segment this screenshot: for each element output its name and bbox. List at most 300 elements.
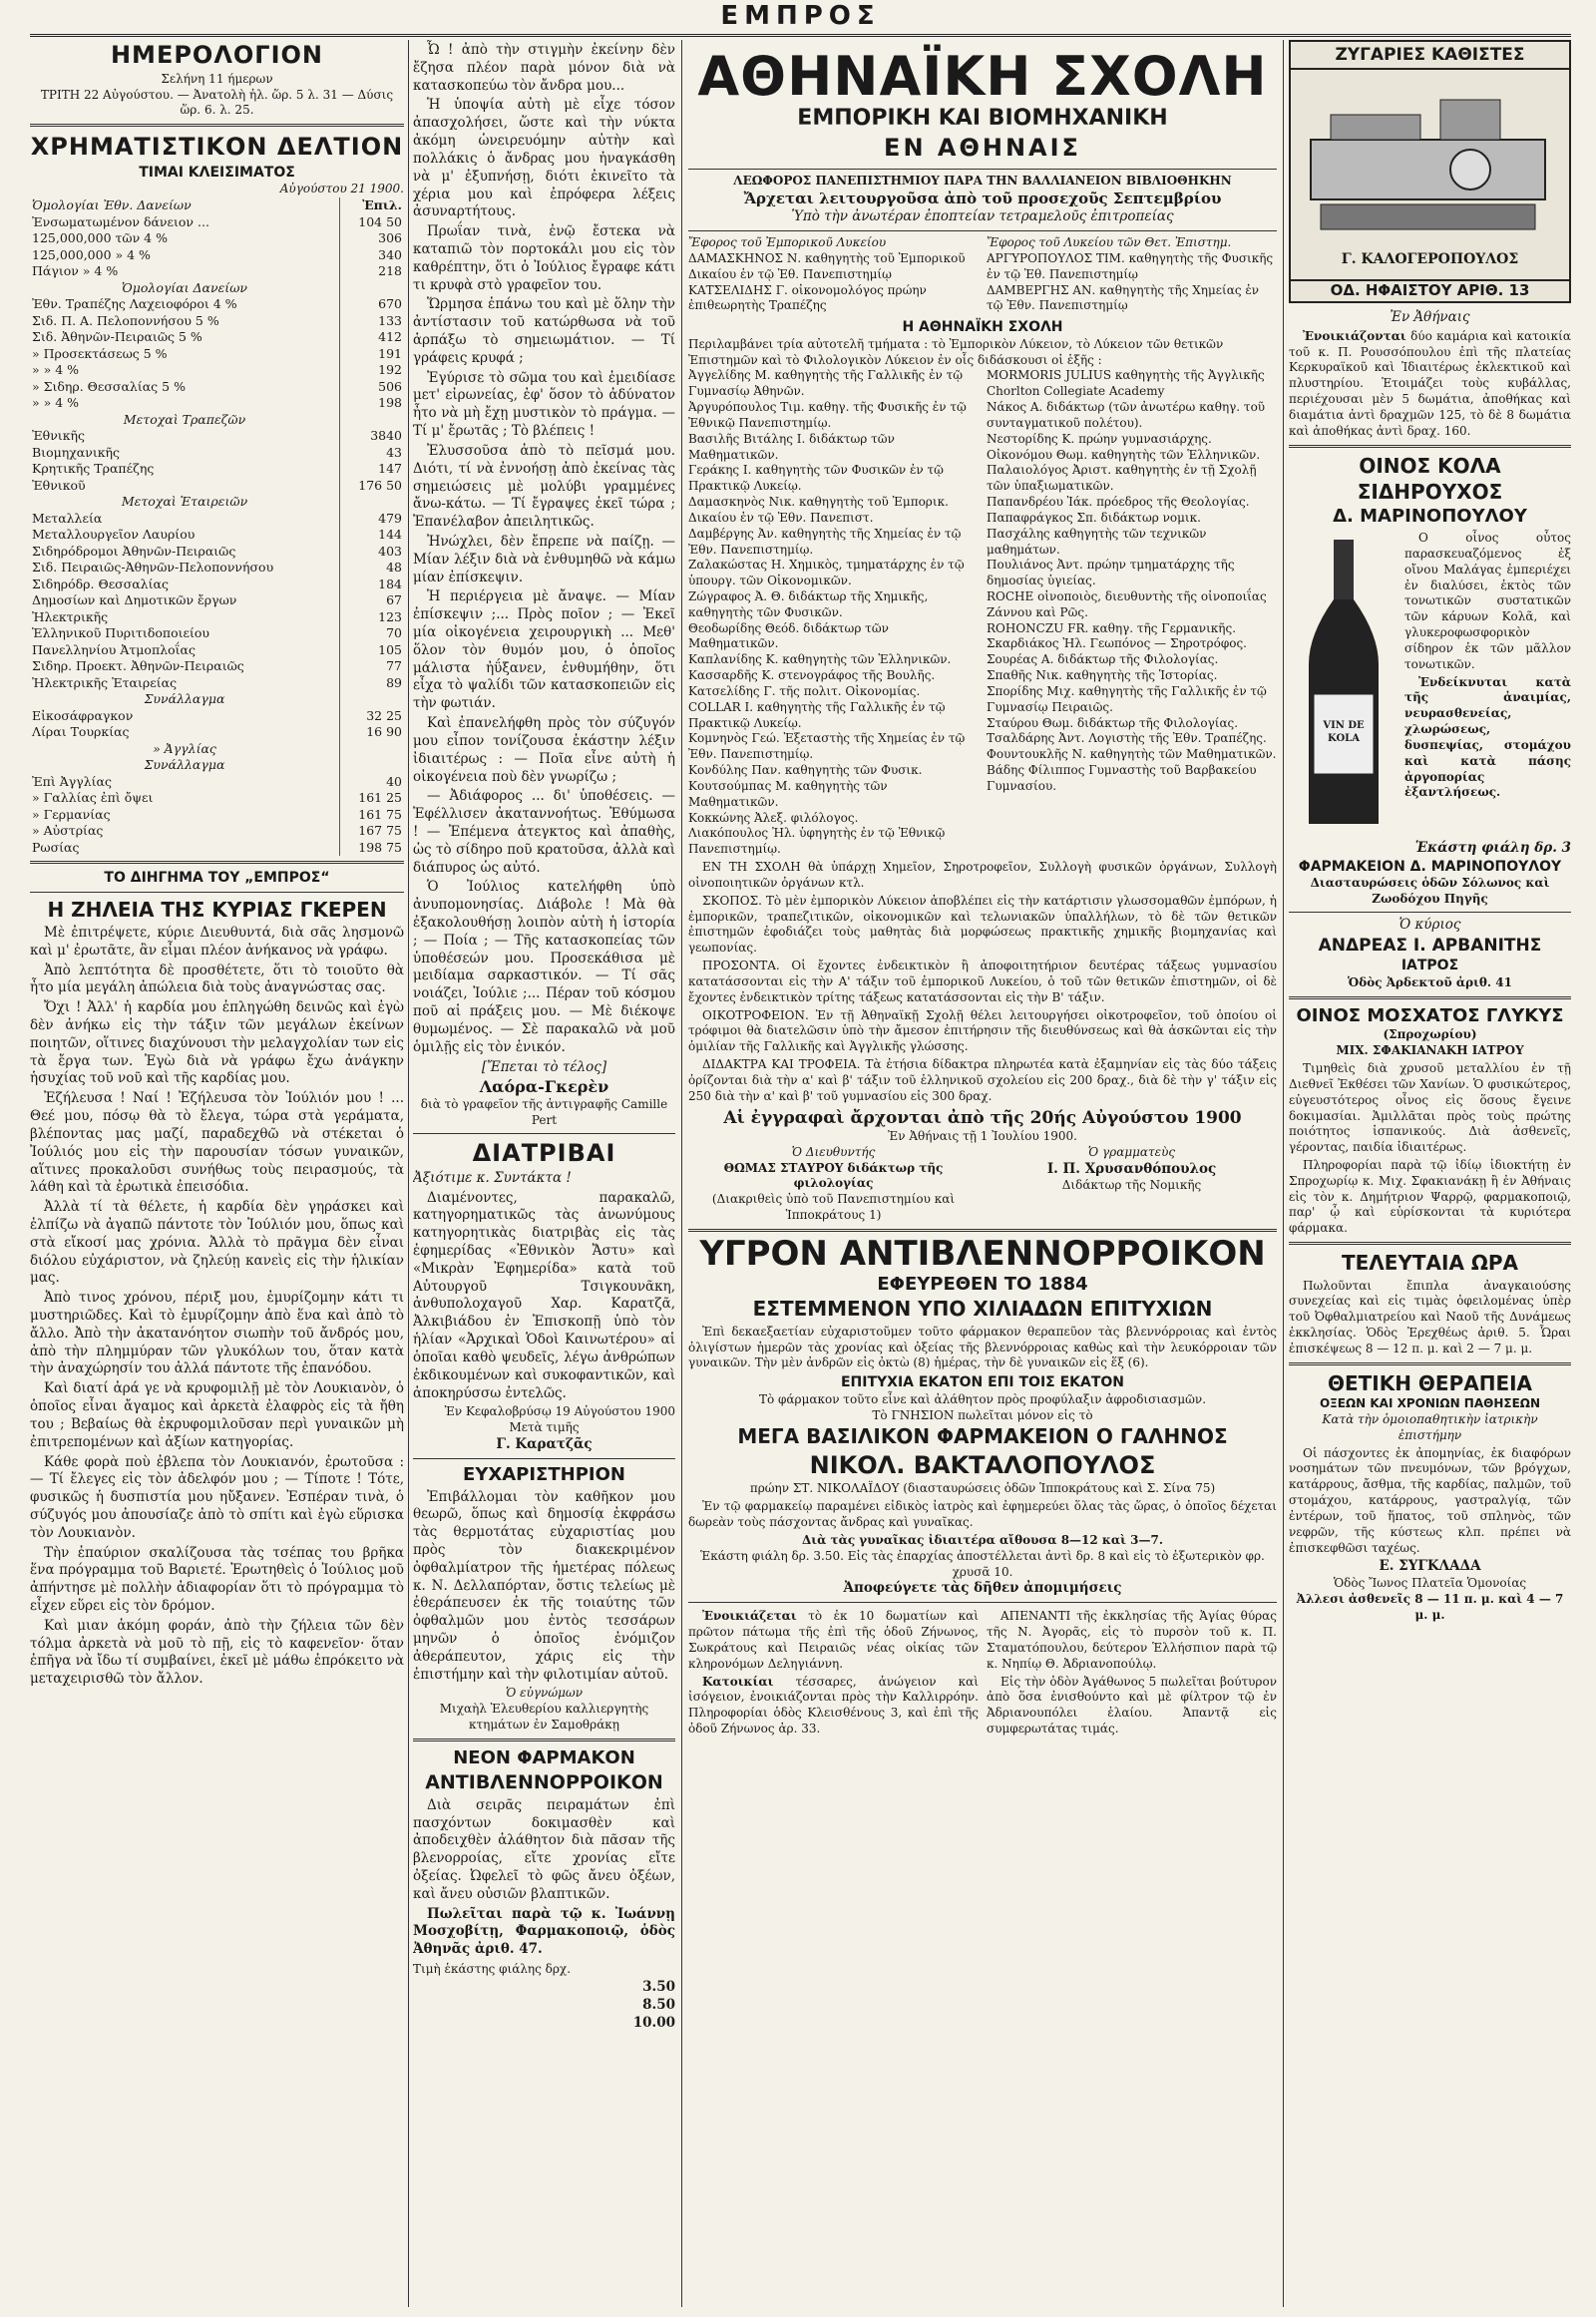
price-row-value: 70 (340, 625, 405, 642)
price-row-label: 125,000,000 » 4 % (32, 246, 151, 262)
ephors-right (987, 235, 1277, 314)
divider (688, 230, 1277, 231)
price-row-value: 198 75 (340, 840, 405, 857)
price-row (30, 625, 404, 642)
price-row-value: 340 (340, 247, 405, 264)
price-row-label: » Προσεκτάσεως 5 % (32, 345, 168, 361)
muscat-title: ΟΙΝΟΣ ΜΟΣΧΑΤΟΣ ΓΛΥΚΥΣ (1296, 1004, 1564, 1026)
price-row-value: 506 (340, 379, 405, 396)
ephor-line: ΔΑΜΑΣΚΗΝΟΣ Ν. καθηγητὴς τοῦ Ἐμπορικοῦ Δικαίου ἐν τῷ Ἐθ. Πανεπιστημίῳ (688, 250, 966, 281)
price-table (30, 197, 404, 856)
school-address: ΛΕΩΦΟΡΟΣ ΠΑΝΕΠΙΣΤΗΜΙΟΥ ΠΑΡΑ ΤΗΝ ΒΑΛΛΙΑΝΕΙΟΝ ΒΙΒΛΙΟΘΗΚΗΝ (733, 173, 1232, 188)
price-row-value: 184 (340, 577, 405, 593)
price-row-label: Σιδ. Ἀθηνῶν-Πειραιῶς 5 % (32, 329, 202, 345)
scale-maker: Γ. ΚΑΛΟΓΕΡΟΠΟΥΛΟΣ (1341, 251, 1519, 268)
price-row-value: 48 (340, 560, 405, 577)
price-row-label: Σιδ. Πειραιῶς-Ἀθηνῶν-Πελοποννήσου (32, 560, 274, 576)
price-row (30, 741, 404, 758)
price-row (30, 609, 404, 626)
thanks-signature: Μιχαὴλ Ἐλευθερίου καλλιεργητὴς κτημάτων ἐν Σαμοθράκῃ (439, 1702, 649, 1733)
price-row-label: » » 4 % (32, 362, 80, 378)
price-row-label: Σιδ. Π. Α. Πελοποννήσου 5 % (32, 312, 219, 328)
column-3 (688, 40, 1277, 2307)
ad-address: πρώην ΣΤ. ΝΙΚΟΛΑΪΔΟΥ (διασταυρώσεις ὁδῶν Ἱπποκράτους καὶ Σ. Σίνα 75) (749, 1481, 1216, 1496)
kola-text-block (1404, 529, 1571, 840)
price-row-label: Ὁμολογίαι Δανείων (122, 279, 247, 295)
kola-price: Ἑκάστη φιάλη δρ. 3 (1414, 840, 1571, 857)
thanks-title: ΕΥΧΑΡΙΣΤΗΡΙΟΝ (463, 1463, 625, 1485)
ephor-line: ΑΡΓΥΡΟΠΟΥΛΟΣ ΤΙΜ. καθηγητὴς τῆς Φυσικῆς ἐν τῷ Ἐθ. Πανεπιστημίῳ (987, 250, 1274, 281)
teacher-entry: Πασχάλης καθηγητὴς τῶν τεχνικῶν μαθημάτων. (987, 526, 1207, 557)
price-row-label: Συνάλλαγμα (144, 757, 225, 773)
column-2 (413, 40, 675, 2307)
school-start: Ἄρχεται λειτουργοῦσα ἀπὸ τοῦ προσεχοῦς Σεπτεμβρίου (743, 189, 1222, 207)
price-row (30, 230, 404, 247)
ephor-line: Ἔφορος τοῦ Λυκείου τῶν Θετ. Ἐπιστημ. (987, 235, 1232, 250)
teacher-entry: ROHONCZU FR. καθηγ. τῆς Γερμανικῆς. (987, 620, 1237, 635)
teacher-entry: Γεράκης Ι. καθηγητὴς τῶν Φυσικῶν ἐν τῷ Πρακτικῷ Λυκείῳ. (688, 463, 944, 494)
story-kicker: ΤΟ ΔΙΗΓΗΜΑ ΤΟΥ „ΕΜΠΡΟΣ“ (104, 870, 330, 887)
kola-pharmacy: ΦΑΡΜΑΚΕΙΟΝ Δ. ΜΑΡΙΝΟΠΟΥΛΟΥ (1298, 858, 1562, 875)
divider (688, 169, 1277, 170)
ad-pharmacy: ΜΕΓΑ ΒΑΣΙΛΙΚΟΝ ΦΑΡΜΑΚΕΙΟΝ Ο ΓΑΛΗΝΟΣ (737, 1424, 1228, 1449)
teacher-entry: Παπανδρέου Ἰάκ. πρόεδρος τῆς Θεολογίας. (987, 495, 1250, 510)
therapy-text: Οἱ πάσχοντες ἐκ ἀπομηνίας, ἐκ διαφόρων νοσημάτων τῶν πνευμόνων, τῶν βρόγχων, κατάρρους, ἄσθμα, τῆς καρδίας, παλμῶν, τοῦ στομάχου, κατάρρους, γαστραλγίᾳ, τῶν ἐντέρων, τοῦ ἥπατος, τοῦ σπληνὸς, τῶν νεφρῶν, τῆς κύστεως κλπ. πρέπει νὰ ἐπισκεφθῶσι ταχέως. (1289, 1445, 1571, 1555)
diatribai-signature: Γ. Καρατζᾶς (496, 1435, 593, 1452)
price-row (30, 840, 404, 857)
story-paragraph: Καὶ διατί ἀρά γε νὰ κρυφομιλῇ μὲ τὸν Λουκιανὸν, ὁ ὁποῖος εἶναι ἄγαμος καὶ ἀρκετὰ ἐλαφρὸς εἰς τὰ ἤθη του ; Βεβαίως θὰ ἐκρυφομιλοῦσαν περὶ γυναικῶν μὴ ἐπιτρεπομένων καὶ ἀξίων κατηγορίας. (30, 1380, 404, 1450)
price-row-label: Ἠλεκτρικῆς Ἑταιρείας (32, 674, 178, 690)
teacher-entry: Νεστορίδης Κ. πρώην γυμνασιάρχης. (987, 431, 1212, 446)
price-row-value: 218 (340, 263, 405, 280)
classifieds (688, 1607, 1277, 1739)
ad-footer: Ἀποφεύγετε τὰς δῆθεν ἀπομιμήσεις (843, 1580, 1122, 1597)
teachers-left (688, 368, 979, 858)
pharmacy-title: ΝΕΟΝ ΦΑΡΜΑΚΟΝ (453, 1746, 635, 1768)
divider (413, 1738, 675, 1741)
diary-title: ΗΜΕΡΟΛΟΓΙΟΝ (110, 41, 324, 69)
ephor-line: ΚΑΤΣΕΛΙΔΗΣ Γ. οἰκονομολόγος πρώην ἐπιθεωρητὴς Τραπέζης (688, 282, 927, 313)
price-row (30, 724, 404, 741)
price-row (30, 461, 404, 478)
story-paragraph: Ὦ ! ἀπὸ τὴν στιγμὴν ἐκείνην δὲν ἔζησα πλέον παρὰ μόνον διὰ νὰ κατασκοπεύω τὸν ἄνδρα μου... (413, 42, 675, 94)
teacher-entry: Τσαλδάρης Ἀντ. Λογιστὴς τῆς Ἐθν. Τραπέζης. (987, 731, 1267, 746)
ad-title: ΥΓΡΟΝ ΑΝΤΙΒΛΕΝΝΟΡΡΟΙΚΟΝ (699, 1233, 1266, 1274)
divider (688, 1229, 1277, 1232)
price-row-label: Κρητικῆς Τραπέζης (32, 461, 155, 477)
divider (30, 124, 404, 127)
doctor-name: ΑΝΔΡΕΑΣ Ι. ΑΡΒΑΝΙΤΗΣ (1318, 935, 1542, 956)
ad-doctor: Ἐν τῷ φαρμακείῳ παραμένει εἰδικὸς ἰατρὸς καὶ ἐφημερεύει ὅλας τὰς ὥρας, ὁ ὁποῖος δέχεται δωρεὰν τοὺς πάσχοντας ἄνδρας καὶ γυναῖκας. (688, 1499, 1277, 1530)
school-intro: Περιλαμβάνει τρία αὐτοτελῆ τμήματα : τὸ Ἐμπορικὸν Λύκειον, τὸ Λύκειον τῶν θετικῶν Ἐπιστημῶν καὶ τὸ Φιλολογικὸν Λύκειον ἐν οἷς διδάσκουσι οἱ ἑξῆς : (688, 336, 1224, 367)
teacher-entry: Κουτσούμπας Μ. καθηγητὴς τῶν Μαθηματικῶν. (688, 778, 888, 809)
price-row-value: 161 75 (340, 807, 405, 824)
price-row-value: 32 25 (340, 708, 405, 725)
secretary-label: Ὁ γραμματεὺς (1087, 1144, 1176, 1159)
diatribai-salute: Ἀξιότιμε κ. Συντάκτα ! (413, 1169, 572, 1186)
price-row (30, 412, 404, 429)
director-note: (Διακριθεὶς ὑπὸ τοῦ Πανεπιστημίου καὶ Ἱπποκράτους 1) (711, 1192, 956, 1223)
pharmacy-price-label: Τιμὴ ἑκάστης φιάλης δρχ. (413, 1962, 572, 1977)
muscat-maker: ΜΙΧ. ΣΦΑΚΙΑΝΑΚΗ ΙΑΤΡΟΥ (1336, 1043, 1524, 1058)
diatribai-text: Διαμένοντες, παρακαλῶ, κατηγορηματικῶς τὰς ἀνωνύμους κατηγορητικὰς διατριβὰς εἰς τὰς ἐφημερίδας «Ἐθνικὸν Ἄστυ» καὶ «Μικρὰν Ἐφημερίδα» κατὰ τοῦ Αὐτουργοῦ Τσιγκουνᾶκη, ἀνθυπολοχαγοῦ Χαρ. Καρατζᾶ, Ἀλκιβιάδου ἐν Ἐπισκοπῇ ὑπὸ τὸν ἡλίαν «Ἀρχικαὶ Ὁδοὶ Καινωτέρου» αἱ ὁποῖαι καθὸ ψευδεῖς, λέγω ἀνθρώπων ἐκδικουμένων καὶ συκοφαντικῶν, καὶ ἀποκηρύσσω ἐντελῶς. (413, 1189, 675, 1401)
ad-hours: Διὰ τὰς γυναῖκας ἰδιαιτέρα αἴθουσα 8—12 καὶ 3—7. (801, 1532, 1164, 1547)
kola-block (1289, 529, 1571, 840)
story-paragraph: Ἡ περιέργεια μὲ ἄναψε. — Μίαν ἐπίσκεψιν ;... Πρὸς ποῖον ; — Ἐκεῖ μία οἰκογένεια χειρουργικὴ ... Μεθ' ὅλον τὸν θυμόν μου, ὁ ὁποῖος μάλιστα ἠΰξανεν, ἐνθυμήθην, ὅτι εἶχα τὸ ψαλίδι τῶν κατασκοπειῶν εἰς τὴν φωτιάν. (413, 588, 675, 712)
diary-moon: Σελήνη 11 ήμερων (161, 71, 273, 86)
columns (30, 40, 1571, 2307)
olive-ad: Εἰς τὴν ὁδὸν Ἀγάθωνος 5 πωλεῖται βούτυρον ἀπὸ ὅσα ἐνισθούντο καὶ μὲ φίλτρον τῷ ἐν Ἀδριανουπόλει ἐλαίου. Ἀπαντᾷ εἰς συμφερωτάτας τιμάς. (987, 1674, 1277, 1736)
teacher-entry: Κατσελίδης Γ. τῆς πολιτ. Οἰκονομίας. (688, 683, 921, 698)
rent1-title: Ἐνοικιάζεται (702, 1609, 797, 1624)
price-row-label: » Αὐστρίας (32, 823, 104, 839)
thanks-text: Ἐπιβάλλομαι τὸν καθῆκον μου θεωρῶ, ὅπως καὶ δημοσίᾳ ἐκφράσω τὰς θερμοτάτας εὐχαριστίας μου πρὸς τὸν διακεκριμένον ὀφθαλμίατρον τῆς ἡμετέρας πόλεως κ. Ν. Δελλαπόρταν, ὅστις τελείως μὲ ἐθεράπευσεν ἐκ τῆς τοιαύτης τῶν ὀφθαλμῶν μου ἐντὸς τεσσάρων μηνῶν ὁ ὁποῖος ἐνόμιζον ἀθεράπευτον, χάρις εἰς τὴν ἐπιστήμην καὶ τὴν φιλοτιμίαν αὐτοῦ. (413, 1488, 675, 1683)
story-paragraph: Καὶ μιαν ἀκόμη φοράν, ἀπὸ τὴν ζήλεια τῶν δὲν τόλμα ἀρκετὰ νὰ μοῦ τὸ πῇ, εἰς τὸ καφενεῖον· ὅταν ἐπῆγα νὰ ἴδω τί συμβαίνει, ἐκεῖ μὲ μάθω ἐπρόκειτο νὰ μεταχειρισθῶ τὸν ἄλλον. (30, 1617, 404, 1688)
kola-maker: Δ. ΜΑΡΙΝΟΠΟΥΛΟΥ (1333, 506, 1527, 528)
price-row-value: 403 (340, 544, 405, 561)
scale-city: Ἐν Ἀθήναις (1390, 309, 1470, 325)
price-row-value: 161 25 (340, 790, 405, 807)
story-translator: διὰ τὸ γραφεῖον τῆς ἀντιγραφῆς Camille Pert (420, 1097, 668, 1128)
ad-sale-2: Τὸ ΓΝΗΣΙΟΝ πωλεῖται μόνον εἰς τὸ (872, 1407, 1093, 1422)
price-row-label: Δημοσίων καὶ Δημοτικῶν ἔργων (32, 592, 237, 608)
scale-banner: ΖΥΓΑΡΙΕΣ ΚΑΘΙΣΤΕΣ (1291, 42, 1569, 70)
price-row-label: Μεταλλουργεῖον Λαυρίου (32, 527, 196, 543)
price-row-value: 147 (340, 461, 405, 478)
story-paragraph: Μὲ ἐπιτρέψετε, κύριε Διευθυντά, διὰ σᾶς λησμονῶ καὶ μ' ἐρωτᾶτε, ἂν εἶμαι πλέον ἀνήκανος νὰ γράφω. (30, 924, 404, 959)
ad-text: Ἐπὶ δεκαεξαετίαν εὐχαριστοῦμεν τοῦτο φάρμακον θεραπεῦον τὰς βλεννόρροιας καὶ ἐντὸς ὀλιγίστων ἡμερῶν τὰς χρονίας καὶ ὀξείας τῆς βλεννόρροιας καθὼς καὶ τὴν λευκόρροιαν τῶν γυναικῶν. Τὴν μὲν ἀνδρῶν εἰς ὀκτὼ (8) ἡμέρας, τὴν δὲ γυναικῶν εἰς ἕξ (6). (688, 1324, 1277, 1370)
price-row-value: 479 (340, 511, 405, 528)
pharmacy-subtitle: ΑΝΤΙΒΛΕΝΝΟΡΡΟΙΚΟΝ (425, 1770, 663, 1793)
price-row-label: » Γαλλίας ἐπὶ ὄψει (32, 790, 154, 806)
teacher-entry: COLLAR I. καθηγητὴς τῆς Γαλλικῆς ἐν τῷ Πρακτικῷ Λυκείῳ. (688, 699, 946, 730)
doctor-pre: Ὁ κύριος (1398, 917, 1461, 934)
story-paragraph: Καὶ ἐπανελήφθη πρὸς τὸν σύζυγόν μου εἶπον τονίζουσα ἑκάστην λέξιν ἰδιαιτέρως : — Ποῖα εἶνε αὐτὴ ἡ οἰκογένεια ποὺ δὲν γνωρίζω ; (413, 715, 675, 785)
scale-advertisement (1289, 40, 1571, 303)
classifieds-right (987, 1607, 1277, 1739)
price-row (30, 592, 404, 609)
column-1 (30, 40, 404, 2307)
story-paragraph: Ἐλυσσοῦσα ἀπὸ τὸ πεῖσμά μου. Διότι, τί νὰ ἐννοήσῃ ἀπὸ ἐκείνας τὰς σημειώσεις μὲ μολύβι γραμμένες ἄνω-κάτω. — Τί ἔγραψες ἐκεῖ τώρα ; Ἐπανέλαβον ἀπειλητικῶς. (413, 442, 675, 531)
price-row-value: 123 (340, 609, 405, 626)
school-director (688, 1145, 979, 1224)
story-paragraph: Ἠνώχλει, δὲν ἔπρεπε νὰ παίζῃ. — Μίαν λέξιν διὰ νὰ ἐνθυμηθῶ νὰ κάμω μίαν ἐπίσκεψιν. (413, 533, 675, 585)
price-row-label: Ἑλληνικοῦ Πυριτιδοποιείου (32, 625, 210, 641)
kola-address: Διασταυρώσεις ὁδῶν Σόλωνος καὶ Ζωοδόχου Πηγῆς (1310, 876, 1550, 907)
price-row (30, 478, 404, 495)
ad-found: ΕΦΕΥΡΕΘΕΝ ΤΟ 1884 (877, 1273, 1088, 1295)
price-row-label: Ἐνσωματωμένον δάνειον ... (32, 213, 209, 229)
price-row-value: 176 50 (340, 478, 405, 495)
price-row (30, 511, 404, 528)
price-row-value: 104 50 (340, 214, 405, 231)
price-row-value: 198 (340, 395, 405, 412)
opposite-ad: ΑΠΕΝΑΝΤΙ τῆς ἐκκλησίας τῆς Ἁγίας θύρας τῆς Ν. Ἀγορᾶς, εἰς τὸ πυρσὸν τοῦ κ. Π. Σταματόπουλου, δεύτερον Ἑλλήσπιον παρὰ τῷ κ. Νηπίῳ Θ. Ἀδριανοπούλῳ. (987, 1609, 1277, 1671)
divider (30, 892, 404, 893)
price-row (30, 691, 404, 708)
ephor-line: ΔΑΜΒΕΡΓΗΣ ΑΝ. καθηγητὴς τῆς Χημείας ἐν τῷ Ἐθν. Πανεπιστημίῳ (987, 282, 1260, 313)
price-row (30, 527, 404, 544)
rent-title: Ἐνοικιάζονται (1303, 328, 1406, 343)
story-paragraph: Κάθε φορὰ ποὺ ἐβλεπα τὸν Λουκιανόν, ἐρωτοῦσα : — Τί ἔλεγες εἰς τὸν ἀδελφόν μου ; — Τίποτε ! Τότε, φυσικῶς ἡ δυσπιστία μου ηὔξανεν. Ἐσπέραν τινὰ, ὁ σύζυγός μου ἀπουσίαζε ἀπὸ τὸ σπίτι καὶ ἐγὼ εὕρισκα τὸν Λουκιανὸν. (30, 1453, 404, 1541)
price-row (30, 395, 404, 412)
teacher-entry: Βάδης Φίλιππος Γυμναστὴς τοῦ Βαρβακείου Γυμνασίου. (987, 763, 1257, 793)
price-row-value (340, 691, 405, 708)
thanks-sig-pre: Ὁ εὐγνώμων (506, 1686, 583, 1701)
price-row (30, 658, 404, 675)
price-table-header (30, 197, 404, 214)
story-paragraph: Ἐζήλευσα ! Ναί ! Ἐζήλευσα τὸν Ἰούλιόν μου ! ... Θεέ μου, πόσῳ θὰ τὸ ἔλεγα, τώρα στὰ γεράματα, βλέποντας μας μαζί, παραδεχθῶ νὰ στέκεται ὁ Ἰούλιός μου εἰς τὴν παρουσίαν τόσων γυναικῶν, αἵτινες προκαλοῦσι συνήθως τοὺς πειρασμούς, τὰ λάθη καὶ τὰ ἐρωτικὰ ἐπεισόδια. (30, 1090, 404, 1196)
divider (1289, 1362, 1571, 1365)
price-row (30, 313, 404, 330)
price-row-value: 167 75 (340, 823, 405, 840)
scale-address: ΟΔ. ΗΦΑΙΣΤΟΥ ΑΡΙΘ. 13 (1291, 279, 1569, 301)
price-row (30, 280, 404, 297)
muscat-info: Πληροφορίαι παρὰ τῷ ἰδίῳ ἰδιοκτήτῃ ἐν Σπροχωρίῳ κ. Μιχ. Σφακιανάκῃ ἢ ἐν Ἀθήναις εἰς τὸν κ. Δημήτριον Ψαρρῷ, φαρμακοποιῷ, παρ' ᾧ καὶ εὑρίσκονται τὰ κυριότερα φάρμακα. (1289, 1158, 1571, 1236)
price-row-label: Μετοχαὶ Ἑταιρειῶν (121, 494, 248, 510)
price-row (30, 807, 404, 824)
price-row-label: Μεταλλεία (32, 510, 103, 526)
bulletin-subtitle: ΤΙΜΑΙ ΚΛΕΙΣΙΜΑΤΟΣ (139, 164, 295, 181)
last-hour-title: ΤΕΛΕΥΤΑΙΑ ΩΡΑ (1341, 1251, 1519, 1276)
school-registration: Αἱ ἐγγραφαὶ ἄρχονται ἀπὸ τῆς 20ής Αὐγούστου 1900 (723, 1107, 1242, 1128)
price-row-value: 306 (340, 230, 405, 247)
director-label: Ὁ Διευθυντής (791, 1144, 876, 1159)
story-paragraph: Ἐγύρισε τὸ σῶμα του καὶ ἐμειδίασε μετ' εἰρωνείας, ἐφ' ὅσον τὸ ἀδύνατον ἦτο νὰ μὴ ἔχῃ μυστικὸν τὸ πράγμα. — Τί μ' ἔρωτᾶς ; Τὸ βλέπεις ! (413, 369, 675, 440)
teacher-entry: Σπορίδης Μιχ. καθηγητὴς τῆς Γαλλικῆς ἐν τῷ Γυμνασίῳ Πειραιῶς. (987, 683, 1267, 714)
price-row-value (340, 494, 405, 511)
price-row-label: Πανελληνίου Ἀτμοπλοΐας (32, 641, 196, 657)
ephors-left (688, 235, 979, 314)
price-row-value: 144 (340, 527, 405, 544)
bulletin-date: Αὐγούστου 21 1900. (279, 182, 404, 196)
story-paragraph: Ὥρμησα ἐπάνω του καὶ μὲ ὅλην τὴν ἀντίστασιν τοῦ κατώρθωσα νὰ τοῦ ἁρπάξω τὸ σημειωμάτιον. — Τί γράφεις κρυφά ; (413, 296, 675, 366)
teacher-entry: ROCHE οἰνοποιὸς, διευθυντὴς τῆς οἰνοποιΐας Ζάννου καὶ Ρῶς. (987, 589, 1267, 619)
school-signatures (688, 1145, 1277, 1224)
pharmacy-price: 10.00 (632, 2014, 675, 2031)
teacher-entry: Φουντουκλῆς Ν. καθηγητὴς τῶν Μαθηματικῶν. (987, 747, 1277, 762)
classifieds-left (688, 1607, 979, 1739)
price-row (30, 642, 404, 659)
column-4 (1289, 40, 1571, 2307)
rent2-text: τέσσαρες, ἀνώγειον καὶ ἰσόγειον, ἐνοικιάζονται πρὸς τὴν Καλλιρρόην. Πληροφορίαι ὁδὸς Κλεισθένους 3, καὶ ἐπὶ τῆς ὁδοῦ Ζήνωνος ἀρ. 33. (688, 1674, 979, 1736)
story-paragraph: Ἡ ὑποψία αὐτὴ μὲ εἶχε τόσον ἀπασχολήσει, ὥστε καὶ τὴν νύκτα ἀκόμη ὡνειρευόμην αὐτὴν καὶ πολλάκις ὁ ἄνδρας μου ἠναγκάσθη νὰ μ' ἐξυπνήσῃ, διότι ἐκινεῖτο τὰ χέρια μου καὶ ἐπρόφερα λέξεις ἀσυναρτήτους. (413, 97, 675, 220)
ad-sale: Τὸ φάρμακον τοῦτο εἶνε καὶ ἀλάθητον πρὸς προφύλαξιν ἀφροδισιασμῶν. (758, 1391, 1207, 1406)
story-title: Η ΖΗΛΕΙΑ ΤΗΣ ΚΥΡΙΑΣ ΓΚΕΡΕΝ (47, 897, 387, 922)
therapy-hours: Ἀλλεσι ἀσθενεῖς 8 — 11 π. μ. καὶ 4 — 7 μ. μ. (1296, 1591, 1564, 1622)
ad-price: Ἑκάστη φιάλη δρ. 3.50. Εἰς τὰς ἐπαρχίας ἀποστέλλεται ἀντὶ δρ. 8 καὶ εἰς τὸ ἐξωτερικὸν φρ. χρυσᾶ 10. (700, 1548, 1265, 1579)
teachers-right (987, 368, 1277, 858)
price-row-label: Λίραι Τουρκίας (32, 724, 130, 740)
price-row-value: 191 (340, 346, 405, 363)
price-table-header-cell: Ὁμολογίαι Ἐθν. Δανείων (32, 197, 192, 213)
price-row-value: 105 (340, 642, 405, 659)
column-rule (408, 40, 409, 2307)
price-row-label: Ἠλεκτρικῆς (32, 608, 109, 624)
price-row (30, 329, 404, 346)
price-row (30, 774, 404, 791)
price-row (30, 494, 404, 511)
director-name: ΘΩΜΑΣ ΣΤΑΥΡΟΥ διδάκτωρ τῆς φιλολογίας (723, 1160, 944, 1191)
teacher-entry: Θεοδωρίδης Θεόδ. διδάκτωρ τῶν Μαθηματικῶν. (688, 620, 889, 651)
newspaper-page (30, 0, 1571, 2317)
teacher-entry: Παλαιολόγος Ἀριστ. καθηγητὴς ἐν τῇ Σχολῇ τῶν ὑπαξιωματικῶν. (987, 463, 1257, 494)
teacher-entry: Σταύρου Θωμ. διδάκτωρ τῆς Φιλολογίας. (987, 715, 1239, 730)
pharmacy-prices (413, 1961, 675, 2032)
rent1-text: τὸ ἐκ 10 δωματίων καὶ πρῶτον πάτωμα τῆς ἐπὶ τῆς ὁδοῦ Ζήνωνος, Σωκράτους καὶ Πειραιῶς νέας οἰκίας τῶν κληρονόμων Δεληγιάννη. (688, 1609, 979, 1671)
story-paragraph: Ἀπὸ λεπτότητα δὲ προσθέτετε, ὅτι τὸ τοιοῦτο θὰ ἦτο μία μεγάλη ἀπώλεια διὰ τοὺς ἀναγνώστας σας. (30, 962, 404, 996)
doctor-title: ΙΑΤΡΟΣ (1400, 958, 1459, 974)
divider (1289, 445, 1571, 448)
pharmacy-text: Διὰ σειρᾶς πειραμάτων ἐπὶ πασχόντων δοκιμασθὲν καὶ ἀποδειχθὲν ἀλάθητον διὰ πᾶσαν τῆς βλενορροίας, εἴτε χρονίας εἴτε ὀξείας. Ὠφελεῖ τὸ φῶς ἄνευ ὀξέων, καὶ ἄνευ οὐσιῶν βλαπτικῶν. (413, 1796, 675, 1902)
divider (1289, 996, 1571, 999)
rent2-title: Κατοικίαι (702, 1674, 774, 1689)
therapy-subtitle-2: Κατὰ τὴν ὁμοιοπαθητικὴν ἰατρικὴν ἐπιστήμην (1322, 1411, 1538, 1442)
price-row-value: 77 (340, 658, 405, 675)
ad-tested: ΕΣΤΕΜΜΕΝΟΝ ΥΠΟ ΧΙΛΙΑΔΩΝ ΕΠΙΤΥΧΙΩΝ (752, 1297, 1213, 1322)
teacher-entry: Παπαφράγκος Σπ. διδάκτωρ νομικ. (987, 510, 1201, 525)
story-paragraph: Τὴν ἐπαύριον σκαλίζουσα τὰς τσέπας του βρῆκα ἕνα πρόγραμμα τοῦ Βαριετέ. Ἐρωτηθεὶς ὁ Ἰούλιος μοῦ ἀπήντησε μὲ πολλὴν ἀδιαφορίαν ὅτι τὸ πρόγραμμα τὸ εἶχεν εὕρει εἰς τὸν δρόμον. (30, 1544, 404, 1615)
therapy-subtitle: ΟΞΕΩΝ ΚΑΙ ΧΡΟΝΙΩΝ ΠΑΘΗΣΕΩΝ (1319, 1396, 1541, 1411)
price-row (30, 560, 404, 577)
kola-label: VIN DE KOLA (1323, 720, 1365, 745)
divider (688, 1602, 1277, 1603)
pharmacy-price: 3.50 (642, 1978, 675, 1995)
teacher-entry: Ἀργυρόπουλος Τιμ. καθηγ. τῆς Φυσικῆς ἐν τῷ Ἐθνικῷ Πανεπιστημίῳ. (688, 400, 967, 430)
price-row-label: Σιδηρ. Προεκτ. Ἀθηνῶν-Πειραιῶς (32, 658, 244, 674)
school-title: ΑΘΗΝΑΪΚΗ ΣΧΟΛΗ (697, 45, 1268, 108)
kola-title: ΟΙΝΟΣ ΚΟΛΑ ΣΙΔΗΡΟΥΧΟΣ (1357, 453, 1503, 504)
therapy-address: Ὁδὸς Ἴωνος Πλατεῖα Ὁμονοίας (1333, 1576, 1527, 1591)
ephor-line: Ἔφορος τοῦ Ἐμπορικοῦ Λυκείου (688, 235, 887, 250)
doctor-address: Ὁδὸς Ἀρδεκτοῦ ἀριθ. 41 (1348, 974, 1512, 989)
price-row-label: Μετοχαὶ Τραπεζῶν (123, 411, 246, 427)
scale-icon (1291, 70, 1565, 244)
price-row-label: Ἐθνικῆς (32, 428, 85, 444)
column-rule (681, 40, 682, 2307)
price-row-label: Πάγιον » 4 % (32, 263, 119, 279)
price-row-value: 192 (340, 362, 405, 379)
price-row-value: 3840 (340, 428, 405, 445)
price-row-label: » Γερμανίας (32, 806, 111, 822)
divider (1289, 1242, 1571, 1245)
price-row (30, 296, 404, 313)
teacher-entry: Κασσαρδῆς Κ. στενογράφος τῆς Βουλῆς. (688, 668, 936, 683)
price-row (30, 544, 404, 561)
teacher-entry: Κοκκώνης Ἀλεξ. φιλόλογος. (688, 810, 859, 825)
price-row-value: 412 (340, 329, 405, 346)
price-table-body (30, 214, 404, 857)
divider (1289, 912, 1571, 913)
price-row (30, 445, 404, 462)
price-row (30, 346, 404, 363)
price-row (30, 428, 404, 445)
story-paragraph: — Ἀδιάφορος ... δι' ὑποθέσεις. — Ἐφέλλισεν ἀκαταννοήτως. Ἐθύμωσα ! — Ἐπέμενα ἀτεγκτος καὶ ἀπαθὴς, ὡς τὸ σίδηρο ποῦ κρατοῦσα, ἀλλὰ καὶ διάπυρος ὡς αὐτό. (413, 788, 675, 876)
school-name-2: Η ΑΘΗΝΑΪΚΗ ΣΧΟΛΗ (902, 319, 1063, 336)
teacher-entry: Ζαλακώστας Η. Χημικὸς, τμηματάρχης ἐν τῷ ὑπουργ. τῶν Οἰκονομικῶν. (688, 558, 965, 588)
teacher-entry: Πουλιάνος Ἀντ. πρώην τμηματάρχης τῆς δημοσίας ὑγιείας. (987, 558, 1235, 588)
price-row-value (340, 741, 405, 758)
price-table-header-cell: Ἐπιλ. (340, 197, 405, 214)
price-row-label: Ρωσίας (32, 839, 80, 855)
teacher-entry: Ζώγραφος Ἀ. Θ. διδάκτωρ τῆς Χημικῆς, καθηγητὴς τῶν Φυσικῶν. (688, 589, 929, 619)
teacher-entry: Οἰκονόμου Θωμ. καθηγητὴς τῶν Ἑλληνικῶν. (987, 447, 1261, 462)
teacher-entry: Λιακόπουλος Ἠλ. ὑφηγητὴς ἐν τῷ Ἐθνικῷ Πανεπιστημίῳ. (688, 826, 946, 857)
column-rule (1283, 40, 1284, 2307)
ad-owner: ΝΙΚΟΛ. ΒΑΚΤΑΛΟΠΟΥΛΟΣ (809, 1450, 1156, 1479)
story-paragraph: Ἀπὸ τινος χρόνου, πέριξ μου, ἐμυρίζομην κάτι τι μυστηριῶδες. Καὶ τὸ ἐμυρίζομην ἀπὸ ἕνα καὶ ἀπὸ τὸ ἄλλο. Ἀπὸ τὴν ἀκατανόητον σιωπὴν τοῦ ἄνδρός μου, ἀπὸ τὴν πλημμύραν τῶν γλυκόλων του, ὅταν κατὰ τὴν ἀναχώρησίν του ἀλλά πάντοτε τῆς ἐπανόδου. (30, 1290, 404, 1377)
price-row-value (340, 412, 405, 429)
teacher-entry: MORMORIS JULIUS καθηγητὴς τῆς Ἀγγλικῆς Chorlton Collegiate Academy (987, 368, 1265, 399)
kola-indication: Ἐνδείκνυται κατὰ τῆς ἀναιμίας, νευρασθενείας, χλωρώσεως, δυσπεψίας, στομάχου καὶ κατὰ πάσης ἀργοπορίας ἐξαντλήσεως. (1404, 674, 1571, 800)
story-paragraph: Ἀλλὰ τί τὰ θέλετε, ἡ καρδία δὲν γηράσκει καὶ ἐλπίζω νὰ ἀγαπῶ πάντοτε τὸν Ἰούλιόν μου, ὅπως καὶ στὰ εἴκοσί μας χρόνια. Ἀλλὰ τὸ πρᾶγμα δὲν εἶναι διόλου εὐχάριστον, νὰ ζηλεύῃ κανεὶς εἰς τὴν ἡλικίαν μας. (30, 1199, 404, 1287)
story-paragraph: Ὁ Ἰούλιος κατελήφθη ὑπὸ ἀνυπομονησίας. Διάβολε ! Μὰ θὰ ἐξακολουθήσῃ λοιπὸν αὐτὴ ἡ ἱστορία ; — Ποία ; — Τῆς κατασκοπείας τῶν ὑποθέσεών μου. Προσεκάθισα μὲ μειδίαμα σαρκαστικόν. — Τί σᾶς νοιάζει, Ἰούλιε ;... Πέραν τοῦ κόσμου ποῦ αἱ πράξεις μου. — Μὲ διέκοψε θυμωμένος. — Σὲ παρακαλῶ νὰ μοῦ ὁμιλῇς εἰς τὸν ἑνικόν. (413, 879, 675, 1055)
divider (413, 1133, 675, 1134)
price-row (30, 379, 404, 396)
price-row-label: Ἐθνικοῦ (32, 477, 86, 493)
last-hour-text: Πωλοῦνται ἔπιπλα ἀναγκαιούσης συνεχείας καὶ εἰς τιμὰς ὀφειλομένας ὑπὲρ τοῦ Ὀφθαλμιατρείου καὶ Ναοῦ τῆς Δυνάμεως ἐκκλησίας. Ὁδὸς Ἐρεχθέως ἀριθ. 5. Ὧραι ἐπισκέψεως 8 — 12 π. μ. καὶ 2 — 7 μ. μ. (1289, 1278, 1571, 1355)
diatribai-title: ΔΙΑΤΡΙΒΑΙ (472, 1139, 616, 1168)
story-author: Λαόρα-Γκερὲν (479, 1077, 609, 1097)
price-row-value: 89 (340, 675, 405, 692)
price-row-label: Σιδηρόδρομοι Ἀθηνῶν-Πειραιῶς (32, 543, 236, 559)
story-end-note: [Ἔπεται τὸ τέλος] (481, 1058, 607, 1075)
diary-sun: ΤΡΙΤΗ 22 Αὐγούστου. — Ἀνατολὴ ἡλ. ὥρ. 5 λ. 31 — Δύσις ὥρ. 6. λ. 25. (40, 87, 394, 118)
price-row-label: Ἐθν. Τραπέζης Λαχειοφόροι 4 % (32, 296, 237, 312)
story-paragraph: Πρωΐαν τινὰ, ἐνῷ ἔστεκα νὰ καταπιῶ τὸν πορτοκάλι μου εἰς τὸν καθρέπτην, ὅτι ὁ Ἰούλιος ἔγραφε κάτι τι κρυφὰ στὸ γραφεῖον του. (413, 223, 675, 293)
diatribai-sig-pre: Μετὰ τιμῆς (509, 1420, 580, 1435)
diatribai-place: Ἐν Κεφαλοβρύσῳ 19 Αὐγούστου 1900 (444, 1404, 675, 1419)
price-row-label: » Ἀγγλίας (153, 740, 216, 756)
teacher-entry: Κονδύλης Παν. καθηγητὴς τῶν Φυσικ. (688, 763, 923, 778)
masthead: ΕΜΠΡΟΣ (30, 0, 1571, 37)
price-row-value: 133 (340, 313, 405, 330)
price-row-label: Συνάλλαγμα (144, 691, 225, 707)
teacher-entry: Σουρέας Α. διδάκτωρ τῆς Φιλολογίας. (987, 652, 1219, 667)
teacher-entry: Σπαθῆς Νικ. καθηγητὴς τῆς Ἱστορίας. (987, 668, 1218, 683)
pharmacy-price: 8.50 (642, 1996, 675, 2013)
price-row-label: Σιδηρόδρ. Θεσσαλίας (32, 576, 169, 591)
school-facilities: ΕΝ ΤΗ ΣΧΟΛΗ θὰ ὑπάρχῃ Χημεῖον, Σηροτροφεῖον, Συλλογὴ φυσικῶν ὀργάνων, Συλλογὴ οἰνοποιητικῶν ὀργάνων κτλ. (688, 860, 1277, 890)
school-subtitle: ΕΜΠΟΡΙΚΗ ΚΑΙ ΒΙΟΜΗΧΑΝΙΚΗ (797, 106, 1168, 131)
price-row (30, 757, 404, 774)
price-row-label: » » 4 % (32, 395, 80, 411)
price-row-label: Ἐπὶ Ἀγγλίας (32, 773, 112, 789)
price-row (30, 577, 404, 593)
ad-success: ΕΠΙΤΥΧΙΑ ΕΚΑΤΟΝ ΕΠΙ ΤΟΙΣ ΕΚΑΤΟΝ (840, 1374, 1125, 1391)
price-row-label: Βιομηχανικῆς (32, 444, 121, 460)
teacher-entry: Βασιλῆς Βιτάλης Ι. διδάκτωρ τῶν Μαθηματικῶν. (688, 431, 895, 462)
price-row-label: Εἰκοσάφραγκον (32, 707, 134, 723)
divider (413, 1458, 675, 1459)
price-row (30, 214, 404, 231)
price-row-label: » Σιδηρ. Θεσσαλίας 5 % (32, 378, 186, 394)
school-supervision: Ὑπὸ τὴν ἀνωτέραν ἐποπτείαν τετραμελοῦς ἐπιτροπείας (791, 208, 1174, 225)
rent-text: δύο καμάρια καὶ κατοικία τοῦ κ. Π. Ρουσσόπουλου ἐπὶ τῆς πλατείας Κερκυραϊκοῦ καὶ Ἰδιαιτέρως ἐκλεκτικοῦ καὶ πλυστηρίου. Ἑτοιμάζει τοὺς κυβάλλας, περιέχουσαι μὲν 5 δωμάτια, ἀποθήκας καὶ διαμάτια ἀντὶ δραχμῶν 125, τὸ δὲ 8 δωμάτια καὶ ἀποθήκας ἀντὶ δραχ. 160. (1289, 328, 1571, 438)
therapy-signature: Ε. ΣΥΓΚΛΑΔΑ (1379, 1558, 1481, 1575)
price-row-value: 670 (340, 296, 405, 313)
story-paragraph: Ὄχι ! Ἀλλ' ἡ καρδία μου ἐπληγώθη δεινῶς καὶ ἐγὼ δὲν ἀνήκω εἰς τὴν τάξιν τῶν μεγάλων ἐκείνων ποιητῶν, οἵτινες διαχύνουσι τὴν μελαγχολίαν των εἰς τὰ ἔργα των. Ἐγὼ διὰ νὰ γράφω ἔχω ἀνάγκην ἡσυχίας τοῦ νοῦ καὶ τῆς καρδίας μου. (30, 999, 404, 1087)
teacher-entry: Σκαρδιάκος Ἠλ. Γεωπόνος — Σηροτρόφος. (987, 636, 1247, 651)
teacher-entry: Κομνηνὸς Γεώ. Ἐξεταστὴς τῆς Χημείας ἐν τῷ Ἐθν. Πανεπιστημίῳ. (688, 731, 966, 762)
teacher-entry: Νάκος Α. διδάκτωρ (τῶν ἀνωτέρω καθηγ. τοῦ συνταγματικοῦ πολέτου). (987, 400, 1266, 430)
school-didaktra: ΔΙΔΑΚΤΡΑ ΚΑΙ ΤΡΟΦΕΙΑ. Τὰ ἐτήσια δίδακτρα πληρωτέα κατὰ ἐξαμηνίαν εἰς τὰς δύο τάξεις ὁρίζονται διὰ τὴν α' καὶ β' τάξιν τοῦ ἑλληνικοῦ σχολείου εἰς 200 δραχ., διὰ δὲ τὴν γ' τάξιν εἰς 250 διὰ τὴν α' καὶ β' τοῦ γυμνασίου εἰς 300 δραχ. (688, 1057, 1277, 1103)
price-row-value: 43 (340, 445, 405, 462)
price-row (30, 675, 404, 692)
therapy-title: ΘΕΤΙΚΗ ΘΕΡΑΠΕΙΑ (1327, 1370, 1533, 1395)
muscat-subtitle: (Σπροχωρίου) (1383, 1027, 1477, 1042)
school-skopos: ΣΚΟΠΟΣ. Τὸ μὲν ἐμπορικὸν Λύκειον ἀποβλέπει εἰς τὴν κατάρτισιν γλωσσομαθῶν ἐμπόρων, ἡ ἐμπορικῶν, τραπεζιτικῶν, οἰκονομικῶν καὶ τελωνιακῶν ὑπαλλήλων, τὸ δὲ τῶν θετικῶν ἐπιστημῶν ἐφοδιάζει τοὺς μαθητὰς διὰ μορφώσεως πρακτικῆς χημικῆς βιομηχανίας καὶ γεωπονίας. (688, 893, 1277, 956)
